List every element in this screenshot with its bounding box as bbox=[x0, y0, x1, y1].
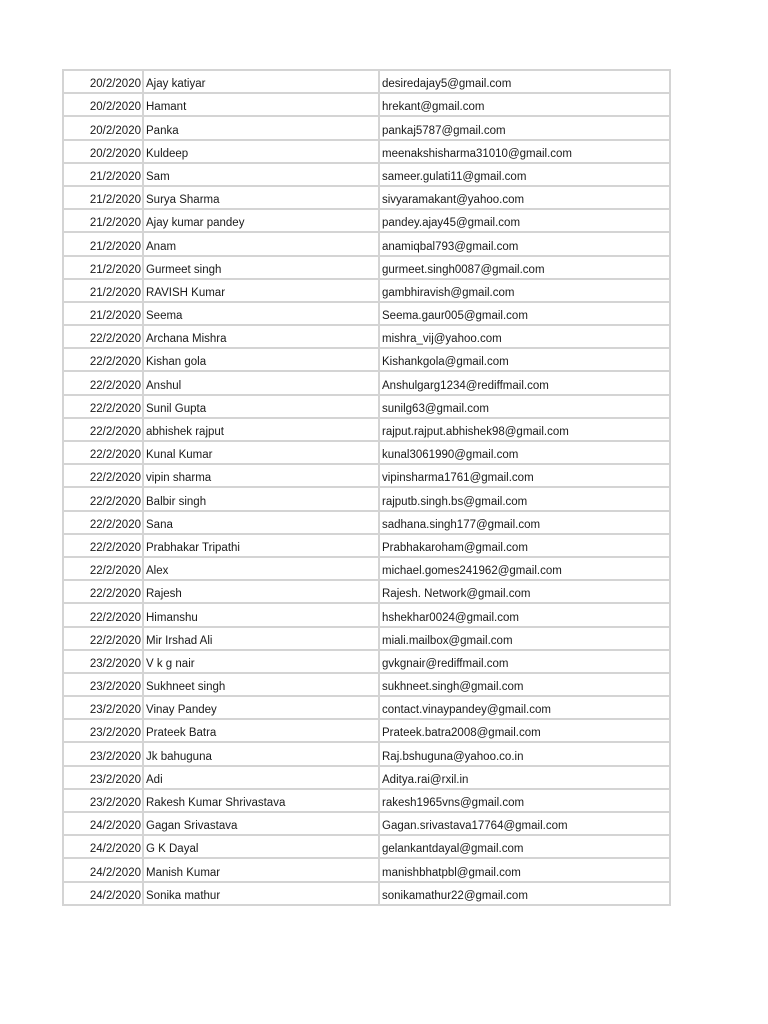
table-row bbox=[63, 580, 670, 603]
email-cell[interactable]: gvkgnair@rediffmail.com bbox=[379, 650, 670, 673]
table-row bbox=[63, 163, 670, 186]
table-row bbox=[63, 858, 670, 881]
name-cell[interactable]: Ajay kumar pandey bbox=[143, 209, 379, 232]
name-cell[interactable]: Anshul bbox=[143, 371, 379, 394]
email-cell[interactable]: pankaj5787@gmail.com bbox=[379, 116, 670, 139]
email-cell[interactable]: contact.vinaypandey@gmail.com bbox=[379, 696, 670, 719]
table-row bbox=[63, 882, 670, 905]
name-cell[interactable]: Ajay katiyar bbox=[143, 70, 379, 93]
date-cell[interactable]: 21/2/2020 bbox=[63, 209, 143, 232]
date-cell[interactable]: 21/2/2020 bbox=[63, 279, 143, 302]
date-cell[interactable]: 22/2/2020 bbox=[63, 627, 143, 650]
table-row bbox=[63, 766, 670, 789]
email-cell[interactable]: Aditya.rai@rxil.in bbox=[379, 766, 670, 789]
table-row bbox=[63, 256, 670, 279]
name-cell[interactable]: Gagan Srivastava bbox=[143, 812, 379, 835]
email-cell[interactable]: rajputb.singh.bs@gmail.com bbox=[379, 487, 670, 510]
date-cell[interactable]: 22/2/2020 bbox=[63, 371, 143, 394]
name-cell[interactable]: G K Dayal bbox=[143, 835, 379, 858]
name-cell[interactable]: Rakesh Kumar Shrivastava bbox=[143, 789, 379, 812]
table-row bbox=[63, 418, 670, 441]
table-row bbox=[63, 186, 670, 209]
table-row bbox=[63, 789, 670, 812]
name-cell[interactable]: Hamant bbox=[143, 93, 379, 116]
name-cell[interactable]: Kunal Kumar bbox=[143, 441, 379, 464]
date-cell[interactable]: 20/2/2020 bbox=[63, 93, 143, 116]
email-cell[interactable]: gurmeet.singh0087@gmail.com bbox=[379, 256, 670, 279]
date-cell[interactable]: 22/2/2020 bbox=[63, 511, 143, 534]
date-cell[interactable]: 24/2/2020 bbox=[63, 812, 143, 835]
date-cell[interactable]: 20/2/2020 bbox=[63, 116, 143, 139]
email-cell[interactable]: vipinsharma1761@gmail.com bbox=[379, 464, 670, 487]
date-cell[interactable]: 24/2/2020 bbox=[63, 882, 143, 905]
name-cell[interactable]: Mir Irshad Ali bbox=[143, 627, 379, 650]
table-row bbox=[63, 302, 670, 325]
name-cell[interactable]: Panka bbox=[143, 116, 379, 139]
email-cell[interactable]: sivyaramakant@yahoo.com bbox=[379, 186, 670, 209]
name-cell[interactable]: Surya Sharma bbox=[143, 186, 379, 209]
email-cell[interactable]: mishra_vij@yahoo.com bbox=[379, 325, 670, 348]
date-cell[interactable]: 22/2/2020 bbox=[63, 348, 143, 371]
email-cell[interactable]: gambhiravish@gmail.com bbox=[379, 279, 670, 302]
name-cell[interactable]: Himanshu bbox=[143, 603, 379, 626]
spreadsheet-table bbox=[62, 69, 671, 906]
table-row bbox=[63, 116, 670, 139]
name-cell[interactable]: Sana bbox=[143, 511, 379, 534]
email-cell[interactable]: sunilg63@gmail.com bbox=[379, 395, 670, 418]
date-cell[interactable]: 21/2/2020 bbox=[63, 186, 143, 209]
table-row bbox=[63, 464, 670, 487]
email-cell[interactable]: Raj.bshuguna@yahoo.co.in bbox=[379, 742, 670, 765]
name-cell[interactable]: Jk bahuguna bbox=[143, 742, 379, 765]
table-row bbox=[63, 719, 670, 742]
name-cell[interactable]: abhishek rajput bbox=[143, 418, 379, 441]
date-cell[interactable]: 22/2/2020 bbox=[63, 418, 143, 441]
name-cell[interactable]: V k g nair bbox=[143, 650, 379, 673]
email-cell[interactable]: sukhneet.singh@gmail.com bbox=[379, 673, 670, 696]
name-cell[interactable]: Alex bbox=[143, 557, 379, 580]
email-cell[interactable]: sadhana.singh177@gmail.com bbox=[379, 511, 670, 534]
table-row bbox=[63, 696, 670, 719]
table-row bbox=[63, 348, 670, 371]
date-cell[interactable]: 21/2/2020 bbox=[63, 232, 143, 255]
table-row bbox=[63, 812, 670, 835]
table-row bbox=[63, 279, 670, 302]
name-cell[interactable]: Sam bbox=[143, 163, 379, 186]
email-cell[interactable]: rakesh1965vns@gmail.com bbox=[379, 789, 670, 812]
date-cell[interactable]: 22/2/2020 bbox=[63, 603, 143, 626]
table-row bbox=[63, 603, 670, 626]
name-cell[interactable]: Seema bbox=[143, 302, 379, 325]
table-row bbox=[63, 673, 670, 696]
email-cell[interactable]: michael.gomes241962@gmail.com bbox=[379, 557, 670, 580]
table-row bbox=[63, 534, 670, 557]
table-row bbox=[63, 209, 670, 232]
table-row bbox=[63, 70, 670, 93]
date-cell[interactable]: 22/2/2020 bbox=[63, 557, 143, 580]
name-cell[interactable]: Prabhakar Tripathi bbox=[143, 534, 379, 557]
name-cell[interactable]: Adi bbox=[143, 766, 379, 789]
date-cell[interactable]: 22/2/2020 bbox=[63, 395, 143, 418]
name-cell[interactable]: Prateek Batra bbox=[143, 719, 379, 742]
email-cell[interactable]: anamiqbal793@gmail.com bbox=[379, 232, 670, 255]
date-cell[interactable]: 21/2/2020 bbox=[63, 256, 143, 279]
email-cell[interactable]: Gagan.srivastava17764@gmail.com bbox=[379, 812, 670, 835]
date-cell[interactable]: 22/2/2020 bbox=[63, 534, 143, 557]
email-cell[interactable]: hrekant@gmail.com bbox=[379, 93, 670, 116]
table-row bbox=[63, 441, 670, 464]
email-cell[interactable]: rajput.rajput.abhishek98@gmail.com bbox=[379, 418, 670, 441]
name-cell[interactable]: Manish Kumar bbox=[143, 858, 379, 881]
table-row bbox=[63, 395, 670, 418]
date-cell[interactable]: 21/2/2020 bbox=[63, 302, 143, 325]
table-row bbox=[63, 511, 670, 534]
name-cell[interactable]: Gurmeet singh bbox=[143, 256, 379, 279]
email-cell[interactable]: manishbhatpbl@gmail.com bbox=[379, 858, 670, 881]
email-cell[interactable]: kunal3061990@gmail.com bbox=[379, 441, 670, 464]
date-cell[interactable]: 22/2/2020 bbox=[63, 464, 143, 487]
date-cell[interactable]: 23/2/2020 bbox=[63, 766, 143, 789]
name-cell[interactable]: Archana Mishra bbox=[143, 325, 379, 348]
email-cell[interactable]: meenakshisharma31010@gmail.com bbox=[379, 140, 670, 163]
table-row bbox=[63, 487, 670, 510]
table-row bbox=[63, 371, 670, 394]
email-cell[interactable]: Prateek.batra2008@gmail.com bbox=[379, 719, 670, 742]
table-row bbox=[63, 627, 670, 650]
name-cell[interactable]: Kuldeep bbox=[143, 140, 379, 163]
date-cell[interactable]: 23/2/2020 bbox=[63, 719, 143, 742]
date-cell[interactable]: 22/2/2020 bbox=[63, 325, 143, 348]
email-cell[interactable]: gelankantdayal@gmail.com bbox=[379, 835, 670, 858]
date-cell[interactable]: 24/2/2020 bbox=[63, 858, 143, 881]
date-cell[interactable]: 23/2/2020 bbox=[63, 650, 143, 673]
name-cell[interactable]: Sonika mathur bbox=[143, 882, 379, 905]
date-cell[interactable]: 23/2/2020 bbox=[63, 696, 143, 719]
date-cell[interactable]: 22/2/2020 bbox=[63, 580, 143, 603]
table-row bbox=[63, 835, 670, 858]
email-cell[interactable]: Kishankgola@gmail.com bbox=[379, 348, 670, 371]
table-row bbox=[63, 325, 670, 348]
name-cell[interactable]: Kishan gola bbox=[143, 348, 379, 371]
email-cell[interactable]: Seema.gaur005@gmail.com bbox=[379, 302, 670, 325]
name-cell[interactable]: Sukhneet singh bbox=[143, 673, 379, 696]
name-cell[interactable]: vipin sharma bbox=[143, 464, 379, 487]
date-cell[interactable]: 20/2/2020 bbox=[63, 140, 143, 163]
date-cell[interactable]: 22/2/2020 bbox=[63, 487, 143, 510]
name-cell[interactable]: Balbir singh bbox=[143, 487, 379, 510]
name-cell[interactable]: Anam bbox=[143, 232, 379, 255]
table-row bbox=[63, 650, 670, 673]
email-cell[interactable]: miali.mailbox@gmail.com bbox=[379, 627, 670, 650]
table-row bbox=[63, 742, 670, 765]
name-cell[interactable]: Vinay Pandey bbox=[143, 696, 379, 719]
email-cell[interactable]: Prabhakaroham@gmail.com bbox=[379, 534, 670, 557]
table-row bbox=[63, 93, 670, 116]
name-cell[interactable]: RAVISH Kumar bbox=[143, 279, 379, 302]
email-cell[interactable]: pandey.ajay45@gmail.com bbox=[379, 209, 670, 232]
table-row bbox=[63, 232, 670, 255]
table-row bbox=[63, 140, 670, 163]
date-cell[interactable]: 21/2/2020 bbox=[63, 163, 143, 186]
email-cell[interactable]: Rajesh. Network@gmail.com bbox=[379, 580, 670, 603]
email-cell[interactable]: desiredajay5@gmail.com bbox=[379, 70, 670, 93]
email-cell[interactable]: sameer.gulati11@gmail.com bbox=[379, 163, 670, 186]
date-cell[interactable]: 20/2/2020 bbox=[63, 70, 143, 93]
name-cell[interactable]: Sunil Gupta bbox=[143, 395, 379, 418]
name-cell[interactable]: Rajesh bbox=[143, 580, 379, 603]
table-row bbox=[63, 557, 670, 580]
table-body bbox=[63, 70, 670, 905]
date-cell[interactable]: 24/2/2020 bbox=[63, 835, 143, 858]
email-cell[interactable]: hshekhar0024@gmail.com bbox=[379, 603, 670, 626]
date-cell[interactable]: 23/2/2020 bbox=[63, 673, 143, 696]
date-cell[interactable]: 22/2/2020 bbox=[63, 441, 143, 464]
date-cell[interactable]: 23/2/2020 bbox=[63, 789, 143, 812]
date-cell[interactable]: 23/2/2020 bbox=[63, 742, 143, 765]
email-cell[interactable]: sonikamathur22@gmail.com bbox=[379, 882, 670, 905]
email-cell[interactable]: Anshulgarg1234@rediffmail.com bbox=[379, 371, 670, 394]
